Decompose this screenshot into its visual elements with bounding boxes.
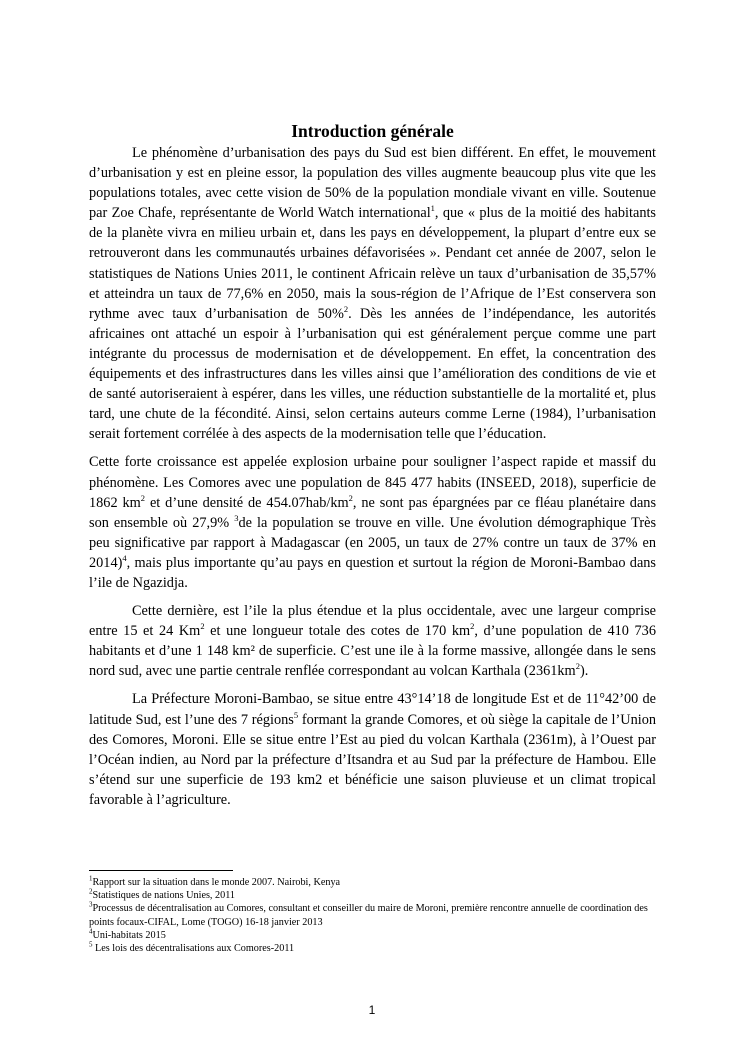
paragraph-1 (89, 143, 656, 444)
paragraph-2 (89, 452, 656, 593)
paragraph-4-text-a: La Préfecture Moroni-Bambao, se situe entre 43°14’18 de longitude Est et de 11°42’00 de latitude Sud, est l’une des 7 régions (89, 691, 656, 728)
page-number: 1 (368, 1003, 376, 1017)
superscript-exponent: 2 (140, 492, 146, 503)
superscript-exponent: 2 (200, 621, 205, 632)
footnote-4 (89, 929, 656, 942)
paragraph-3-text-b: et une longueur totale des cotes de 170 km (204, 623, 471, 640)
footnote-ref-3: 3 (234, 512, 239, 523)
footnote-ref-2: 2 (343, 303, 349, 314)
footnote-3 (89, 902, 656, 928)
superscript-exponent: 2 (348, 492, 353, 503)
footnote-text: Processus de décentralisation au Comores, consultant et conseiller du maire de Moroni, première rencontre annuelle de coordination des points focaux-CIFAL, Lome (TOGO) 16-18 janvier 2013 (89, 903, 648, 928)
footnote-mark: 2 (89, 887, 93, 896)
paragraph-1-text-c: . Dès les années de l’indépendance, les autorités africaines ont attaché un espoir à l’urbanisation qui est généralement perçue comme une part intégrante du processus de modernisation et de développement. En effet, la concentration des équipements et des infrastructures dans les villes ainsi que l’amélioration des conditions de vie et de santé autoriseraient à espérer, dans les villes, une réduction substantielle de la mortalité et, plus tard, une chute de la fécondité. Ainsi, selon certains auteurs comme Lerne (1984), l’urbanisation serait fortement corrélée à des aspects de la modernisation telle que l’éducation. (89, 305, 656, 443)
paragraph-2-text-b: et d’une densité de 454.07hab/km (145, 494, 349, 511)
paragraph-3 (89, 601, 656, 681)
paragraph-2-text-a: Cette forte croissance est appelée explosion urbaine pour souligner l’aspect rapide et massif du phénomène. Les Comores avec une population de 845 477 habits (INSEED, 2018), superficie de 1862 km (89, 454, 656, 511)
paragraph-2-text-c: , ne sont pas épargnées par ce fléau planétaire dans son ensemble où 27,9% (89, 494, 657, 531)
footnote-mark: 4 (89, 927, 93, 936)
footnote-5 (89, 942, 656, 955)
paragraph-3-text-a: Cette dernière, est l’ile la plus étendue et la plus occidentale, avec une largeur comprise entre 15 et 24 Km (89, 603, 656, 640)
paragraph-2-text-e: , mais plus importante qu’au pays en question et surtout la région de Moroni-Bambao dans l’ile de Ngazidja. (89, 554, 656, 591)
footnote-text: Les lois des décentralisations aux Comores-2011 (92, 943, 295, 955)
footnote-text: Rapport sur la situation dans le monde 2007. Nairobi, Kenya (92, 877, 341, 888)
footnote-1 (89, 876, 656, 889)
paragraph-4 (89, 689, 656, 810)
superscript-exponent: 2 (470, 621, 475, 632)
paragraph-1-text-a: Le phénomène d’urbanisation des pays du Sud est bien différent. En effet, le mouvement d’urbanisation y est en pleine essor, la population des villes augmente beaucoup plus vite que les populations totales, avec cette vision de 50% de la population mondiale vivant en ville. Soutenue par Zoe Chafe, représentante de World Watch international (89, 145, 656, 222)
main-text (89, 120, 656, 810)
footnote-mark: 3 (89, 901, 93, 910)
footnote-ref-5: 5 (293, 709, 299, 720)
page-title: Introduction générale (291, 121, 454, 141)
footnote-separator (89, 870, 233, 871)
paragraph-4-text-b: formant la grande Comores, et où siège la capitale de l’Union des Comores, Moroni. Elle se situe entre l’Est au pied du volcan Karthala (2361m), à l’Ouest par l’Océan indien, au Nord par la préfecture d’Itsandra et au Sud par la préfecture de Hambou. Elle s’étend sur une superficie de 193 km2 et bénéficie une saison pluvieuse et un climat tropical favorable à l’agriculture. (89, 711, 656, 808)
footnote-text: Statistiques de nations Unies, 2011 (92, 890, 236, 902)
paragraph-3-text-d: ). (579, 663, 589, 680)
footnote-ref-1: 1 (430, 203, 435, 214)
footnote-2 (89, 889, 656, 902)
paragraph-1-text-b: , que « plus de la moitié des habitants de la planète vivra en milieu urbain et, dans les pays en développement, la plupart d’entre eux se retrouveront dans les communautés urbaines défavorisées ». Pendant cet année de 2007, selon le statistiques de Nations Unies 2011, le continent Africain relève un taux d’urbanisation de 35,57% et atteindra un taux de 77,6% en 2050, mais la sous-région de l’Afrique de l’Est conservera son rythme avec taux d’urbanisation de 50% (89, 205, 656, 322)
paragraph-3-text-c: , d’une population de 410 736 habitants et d’une 1 148 km² de superficie. C’est une ile à la forme massive, allongée dans le sens nord sud, avec une partie centrale renflée correspondant au volcan Karthala (2361km (89, 623, 656, 680)
footnote-ref-4: 4 (122, 553, 127, 564)
footnote-text: Uni-habitats 2015 (92, 929, 166, 941)
footnote-mark: 1 (89, 874, 93, 883)
superscript-exponent: 2 (575, 661, 580, 672)
paragraph-2-text-d: de la population se trouve en ville. Une évolution démographique Très peu significative par rapport à Madagascar (en 2005, un taux de 27% contre un taux de 37% en 2014) (89, 514, 657, 571)
footnotes (89, 870, 656, 955)
footnote-mark: 5 (89, 940, 93, 949)
